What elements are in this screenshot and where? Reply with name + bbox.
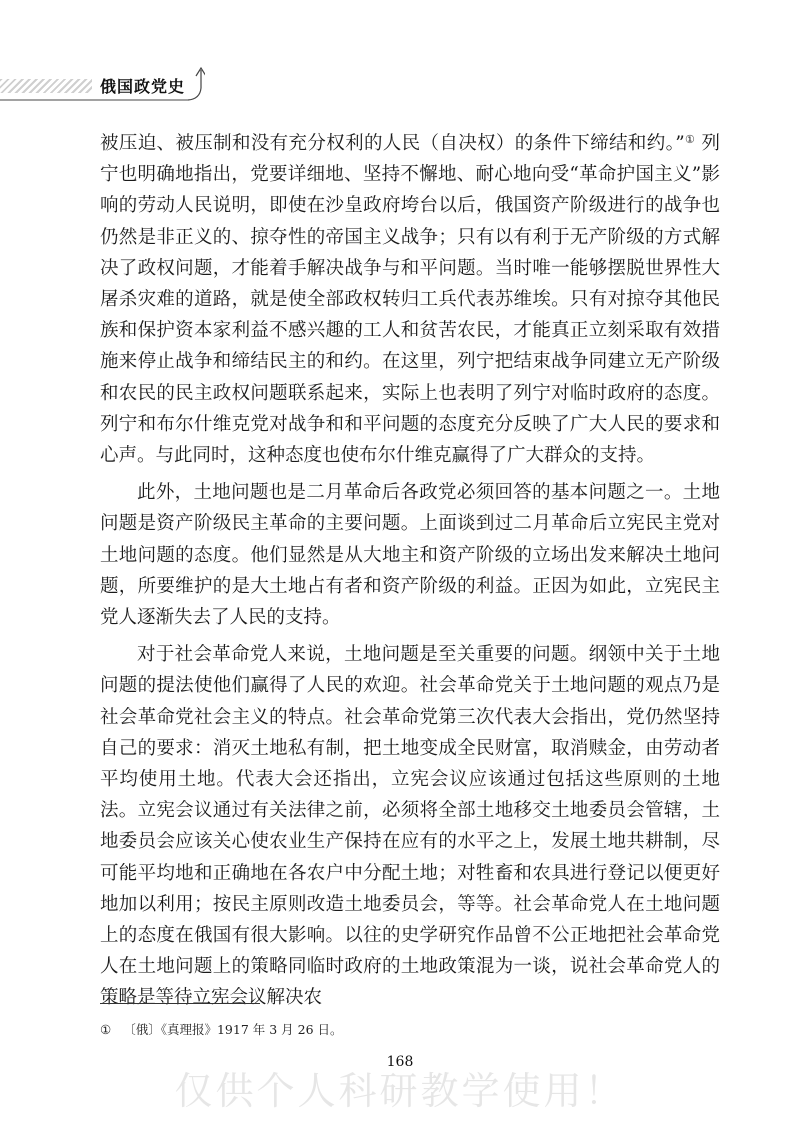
page-number: 168 xyxy=(386,1054,414,1070)
body-text xyxy=(100,128,720,1020)
footnote-reference[interactable]: ① xyxy=(684,133,696,146)
header-curve-arrow-icon xyxy=(0,66,205,102)
paragraph-2: 此外，土地问题也是二月革命后各政党必须回答的基本问题之一。土地问题是资产阶级民主革命的主要问题。上面谈到过二月革命后立宪民主党对土地问题的态度。他们显然是从大地主和资产阶级的立场出发来解决土地问题，所要维护的是大土地占有者和资产阶级的利益。正因为如此，立宪民主党人逐渐失去了人民的支持。 xyxy=(100,482,720,629)
footnote-text: 〔俄〕《真理报》1917 年 3 月 26 日。 xyxy=(123,1022,343,1037)
footnote-divider xyxy=(100,1003,260,1004)
paragraph-1-text-b: 列宁也明确地指出，党要详细地、坚持不懈地、耐心地向受“革命护国主义”影响的劳动人民说明，即使在沙皇政府垮台以后，俄国资产阶级进行的战争也仍然是非正义的、掠夺性的帝国主义战争；只有以有利于无产阶级的方式解决了政权问题，才能着手解决战争与和平问题。当时唯一能够摆脱世界性大屠杀灾难的道路，就是使全部政权转归工兵代表苏维埃。只有对掠夺其他民族和保护资本家利益不感兴趣的工人和贫苦农民，才能真正立刻采取有效措施来停止战争和缔结民主的和约。在这里，列宁把结束战争同建立无产阶级和农民的民主政权问题联系起来，实际上也表明了列宁对临时政府的态度。列宁和布尔什维克党对战争和和平问题的态度充分反映了广大人民的要求和心声。与此同时，这种态度也使布尔什维克赢得了广大群众的支持。 xyxy=(100,133,720,467)
header-title: 俄国政党史 xyxy=(100,77,186,96)
watermark: 仅供个人科研教学使用！ xyxy=(174,1069,626,1113)
paragraph-1 xyxy=(100,128,720,471)
running-header xyxy=(0,66,205,102)
paragraph-1-text-a: 被压迫、被压制和没有充分权利的人民（自决权）的条件下缔结和约。” xyxy=(100,133,685,154)
paragraph-3: 对于社会革命党人来说，土地问题是至关重要的问题。纲领中关于土地问题的提法使他们赢得了人民的欢迎。社会革命党关于土地问题的观点乃是社会革命党社会主义的特点。社会革命党第三次代表大会指出，党仍然坚持自己的要求：消灭土地私有制，把土地变成全民财富，取消赎金，由劳动者平均使用土地。代表大会还指出，立宪会议应该通过包括这些原则的土地法。立宪会议通过有关法律之前，必须将全部土地移交土地委员会管辖，土地委员会应该关心使农业生产保持在应有的水平之上，发展土地共耕制，尽可能平均地和正确地在各农户中分配土地；对牲畜和农具进行登记以便更好地加以利用；按民主原则改造土地委员会，等等。社会革命党人在土地问题上的态度在俄国有很大影响。以往的史学研究作品曾不公正地把社会革命党人在土地问题上的策略同临时政府的土地政策混为一谈，说社会革命党人的策略是等待立宪会议解决农 xyxy=(100,644,720,1009)
footnote-mark: ① xyxy=(100,1022,112,1037)
footnote xyxy=(100,1020,720,1038)
